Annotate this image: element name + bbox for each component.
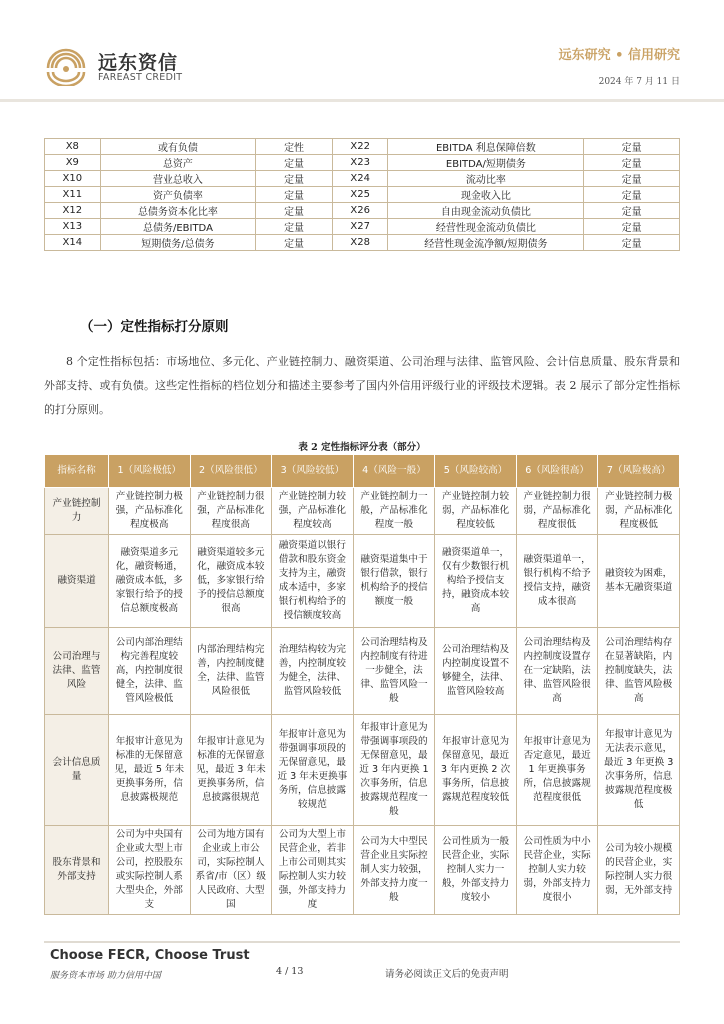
column-header: 3（风险较低） xyxy=(272,455,354,488)
column-header: 2（风险很低） xyxy=(190,455,272,488)
header-divider xyxy=(0,99,724,102)
table-cell: X22 xyxy=(332,139,388,155)
footer-divider xyxy=(44,941,680,943)
table-cell: 年报审计意见为否定意见，最近 1 年更换事务所，信息披露规范程度很低 xyxy=(516,715,598,826)
table-cell: 资产负债率 xyxy=(100,187,256,203)
table-row xyxy=(45,187,680,203)
table-cell: 公司性质为中小民营企业，实际控制人实力较弱，外部支持力度很小 xyxy=(516,826,598,915)
table-row xyxy=(45,628,680,715)
table-cell: 产业链控制力一般，产品标准化程度一般 xyxy=(353,488,435,535)
table-cell: 产业链控制力极弱，产品标准化程度极低 xyxy=(598,488,680,535)
table-row xyxy=(45,203,680,219)
table-cell: 定量 xyxy=(256,187,333,203)
column-header: 1（风险极低） xyxy=(109,455,191,488)
table-cell: 流动比率 xyxy=(388,171,584,187)
table-cell: 产业链控制力很弱，产品标准化程度很低 xyxy=(516,488,598,535)
table-cell: 定量 xyxy=(256,235,333,251)
footer-slogan: Choose FECR, Choose Trust xyxy=(50,948,250,963)
row-header: 股东背景和外部支持 xyxy=(45,826,109,915)
table-cell: X28 xyxy=(332,235,388,251)
column-header: 4（风险一般） xyxy=(353,455,435,488)
table-cell: 产业链控制力较弱，产品标准化程度较低 xyxy=(435,488,517,535)
table-cell: 年报审计意见为带强调事项段的无保留意见，最近 3 年内更换 1 次事务所，信息披露规范程度一般 xyxy=(353,715,435,826)
table-cell: 经营性现金流净额/短期债务 xyxy=(388,235,584,251)
table-cell: 公司为中央国有企业或大型上市公司，控股股东或实际控制人系大型央企，外部支 xyxy=(109,826,191,915)
column-header: 5（风险较高） xyxy=(435,455,517,488)
table-cell: 公司性质为一般民营企业，实际控制人实力一般，外部支持力度较小 xyxy=(435,826,517,915)
table-cell: EBITDA 利息保障倍数 xyxy=(388,139,584,155)
table-cell: 短期债务/总债务 xyxy=(100,235,256,251)
table-cell: 总资产 xyxy=(100,155,256,171)
table-cell: 公司为地方国有企业或上市公司，实际控制人系省/市（区）级人民政府、大型国 xyxy=(190,826,272,915)
table-cell: 内部治理结构完善，内控制度健全，法律、监管风险很低 xyxy=(190,628,272,715)
table-cell: 产业链控制力极强，产品标准化程度极高 xyxy=(109,488,191,535)
column-header: 7（风险极高） xyxy=(598,455,680,488)
row-header: 公司治理与法律、监管风险 xyxy=(45,628,109,715)
row-header: 产业链控制力 xyxy=(45,488,109,535)
table-cell: 年报审计意见为标准的无保留意见，最近 3 年未更换事务所，信息披露很规范 xyxy=(190,715,272,826)
table-cell: X10 xyxy=(45,171,101,187)
table-cell: 融资渠道较多元化，融资成本较低，多家银行给予的授信总额度很高 xyxy=(190,535,272,628)
table-cell: X25 xyxy=(332,187,388,203)
table-cell: 公司为大型上市民营企业，若非上市公司则其实际控制人实力较强，外部支持力度 xyxy=(272,826,354,915)
table-cell: 公司治理结构及内控制度设置不够健全，法律、监管风险较高 xyxy=(435,628,517,715)
table-cell: 定量 xyxy=(584,155,680,171)
table-cell: X9 xyxy=(45,155,101,171)
page-number: 4 / 13 xyxy=(276,966,304,977)
variable-table xyxy=(44,138,680,251)
footer-subtitle: 服务资本市场 助力信用中国 xyxy=(50,971,161,981)
table-cell: 融资渠道多元化，融资畅通，融资成本低，多家银行给予的授信总额度极高 xyxy=(109,535,191,628)
table-caption: 表 2 定性指标评分表（部分） xyxy=(298,442,426,453)
table-cell: 公司内部治理结构完善程度较高，内控制度很健全，法律、监管风险极低 xyxy=(109,628,191,715)
table-cell: 公司为较小规模的民营企业，实际控制人实力很弱，无外部支持 xyxy=(598,826,680,915)
table-row xyxy=(45,535,680,628)
table-cell: X26 xyxy=(332,203,388,219)
table-cell: 定量 xyxy=(584,139,680,155)
section-paragraph: 8 个定性指标包括：市场地位、多元化、产业链控制力、融资渠道、公司治理与法律、监管风险、会计信息质量、股东背景和外部支持、或有负债。这些定性指标的档位划分和描述主要参考了国内外信用评级行业的评级技术逻辑。表 2 展示了部分定性指标的打分原则。 xyxy=(44,355,680,416)
table-cell: X8 xyxy=(45,139,101,155)
report-date: 2024 年 7 月 11 日 xyxy=(598,77,680,87)
table-cell: 产业链控制力较强，产品标准化程度较高 xyxy=(272,488,354,535)
table-row xyxy=(45,155,680,171)
table-cell: 融资较为困难，基本无融资渠道 xyxy=(598,535,680,628)
table-cell: 总债务/EBITDA xyxy=(100,219,256,235)
table-cell: 公司治理结构存在显著缺陷，内控制度缺失，法律、监管风险极高 xyxy=(598,628,680,715)
table-cell: X23 xyxy=(332,155,388,171)
table-cell: 融资渠道单一，银行机构不给予授信支持，融资成本很高 xyxy=(516,535,598,628)
table-cell: 年报审计意见为标准的无保留意见，最近 5 年未更换事务所，信息披露极规范 xyxy=(109,715,191,826)
section-title: （一）定性指标打分原则 xyxy=(80,319,229,335)
logo-text-cn: 远东资信 xyxy=(98,52,179,74)
table-cell: 年报审计意见为无法表示意见，最近 3 年更换 3 次事务所，信息披露规范程度极低 xyxy=(598,715,680,826)
table-cell: 定量 xyxy=(584,203,680,219)
report-series: 远东研究 • 信用研究 xyxy=(558,48,680,63)
logo-text-en: FAREAST CREDIT xyxy=(98,72,183,83)
footer-disclaimer: 请务必阅读正文后的免责声明 xyxy=(385,969,509,980)
table-cell: X27 xyxy=(332,219,388,235)
table-row xyxy=(45,219,680,235)
table-cell: EBITDA/短期债务 xyxy=(388,155,584,171)
table-cell: 定量 xyxy=(584,219,680,235)
table-row xyxy=(45,171,680,187)
table-cell: 自由现金流动负债比 xyxy=(388,203,584,219)
table-cell: X24 xyxy=(332,171,388,187)
table-row xyxy=(45,139,680,155)
page-header xyxy=(0,0,724,104)
table-cell: 治理结构较为完善，内控制度较为健全，法律、监管风险较低 xyxy=(272,628,354,715)
table-cell: 定量 xyxy=(256,171,333,187)
score-table xyxy=(44,454,680,915)
table-cell: 营业总收入 xyxy=(100,171,256,187)
table-cell: X13 xyxy=(45,219,101,235)
table-row xyxy=(45,235,680,251)
table-cell: 总债务资本化比率 xyxy=(100,203,256,219)
table-cell: 定性 xyxy=(256,139,333,155)
table-cell: 定量 xyxy=(256,219,333,235)
table-cell: 定量 xyxy=(584,187,680,203)
table-cell: 公司治理结构及内控制度有待进一步健全，法律、监管风险一般 xyxy=(353,628,435,715)
table-cell: X14 xyxy=(45,235,101,251)
row-header: 融资渠道 xyxy=(45,535,109,628)
table-cell: X11 xyxy=(45,187,101,203)
table-cell: 定量 xyxy=(584,171,680,187)
table-cell: 产业链控制力很强，产品标准化程度很高 xyxy=(190,488,272,535)
table-cell: 定量 xyxy=(256,203,333,219)
table-cell: 年报审计意见为保留意见，最近 3 年内更换 2 次事务所，信息披露规范程度较低 xyxy=(435,715,517,826)
table-cell: 定量 xyxy=(256,155,333,171)
column-header: 6（风险很高） xyxy=(516,455,598,488)
table-cell: 经营性现金流动负债比 xyxy=(388,219,584,235)
table-cell: 公司治理结构及内控制度设置存在一定缺陷，法律、监管风险很高 xyxy=(516,628,598,715)
table-cell: 融资渠道单一，仅有少数银行机构给予授信支持，融资成本较高 xyxy=(435,535,517,628)
table-row xyxy=(45,826,680,915)
table-cell: 或有负债 xyxy=(100,139,256,155)
row-header: 会计信息质量 xyxy=(45,715,109,826)
table-cell: 定量 xyxy=(584,235,680,251)
table-row xyxy=(45,488,680,535)
table-cell: 融资渠道以银行借款和股东资金支持为主，融资成本适中，多家银行机构给予的授信额度较高 xyxy=(272,535,354,628)
column-header: 指标名称 xyxy=(45,455,109,488)
table-cell: X12 xyxy=(45,203,101,219)
table-row xyxy=(45,715,680,826)
table-cell: 公司为大中型民营企业且实际控制人实力较强，外部支持力度一般 xyxy=(353,826,435,915)
table-cell: 现金收入比 xyxy=(388,187,584,203)
table-cell: 融资渠道集中于银行借款，银行机构给予的授信额度一般 xyxy=(353,535,435,628)
table-cell: 年报审计意见为带强调事项段的无保留意见，最近 3 年未更换事务所，信息披露较规范 xyxy=(272,715,354,826)
